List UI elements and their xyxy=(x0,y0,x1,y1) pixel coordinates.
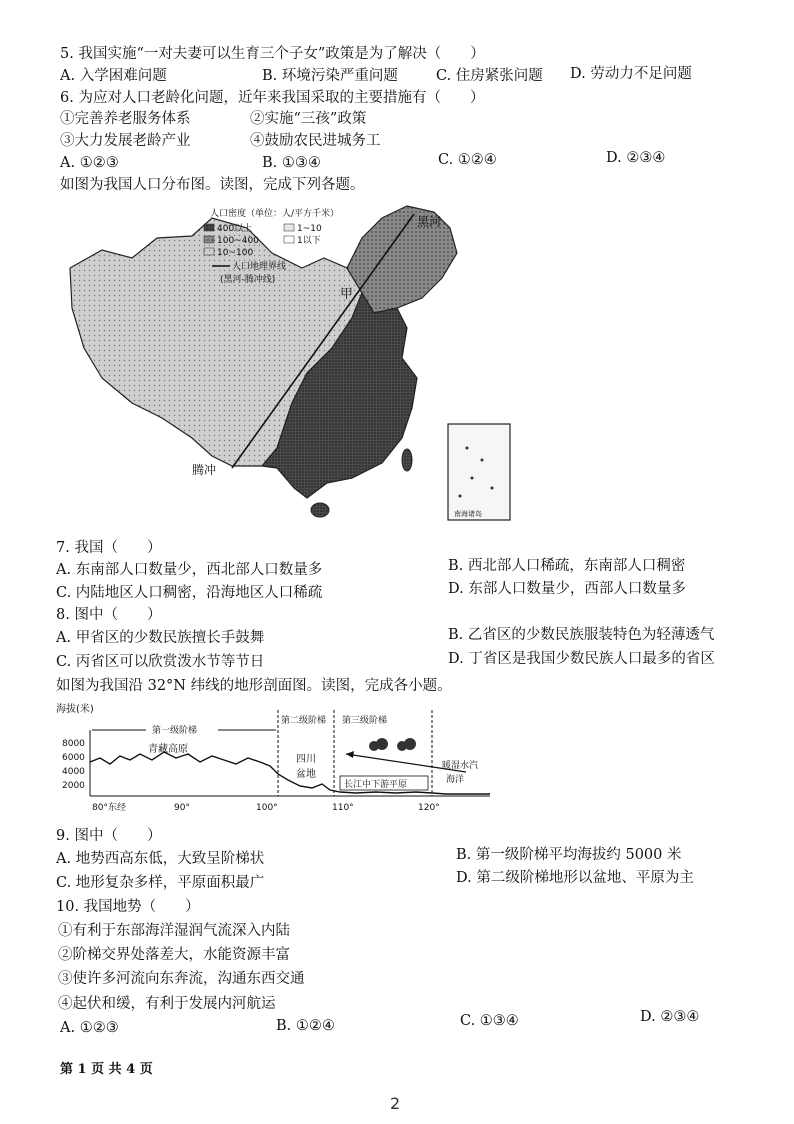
q6-option-c[interactable]: C. ①②④ xyxy=(438,152,497,168)
step2-label: 第二级阶梯 xyxy=(281,716,327,726)
q9-stem: 9. 图中（ ） xyxy=(56,828,162,844)
terrain-profile xyxy=(56,700,496,818)
inset-label: 南海诸岛 xyxy=(454,510,482,518)
q7-option-b[interactable]: B. 西北部人口稀疏，东南部人口稠密 xyxy=(448,558,686,574)
step1-label: 第一级阶梯 xyxy=(152,726,198,736)
q6-stem: 6. 为应对人口老龄化问题，近年来我国采取的主要措施有（ ） xyxy=(60,90,485,106)
q10-item-4: ④起伏和缓，有利于发展内河航运 xyxy=(58,996,276,1012)
q8-option-c[interactable]: C. 丙省区可以欣赏泼水节等节日 xyxy=(56,654,265,670)
basin-label-2: 盆地 xyxy=(296,769,316,780)
q9-option-a[interactable]: A. 地势西高东低，大致呈阶梯状 xyxy=(56,851,265,867)
q7-option-a[interactable]: A. 东南部人口数量少，西北部人口数量多 xyxy=(56,562,323,578)
q5-option-d[interactable]: D. 劳动力不足问题 xyxy=(570,66,692,82)
legend-item-3: 10~100 xyxy=(217,248,254,258)
q10-option-c[interactable]: C. ①③④ xyxy=(460,1013,519,1029)
legend-title: 人口密度（单位：人/平方千米） xyxy=(210,209,340,219)
plateau-label: 青藏高原 xyxy=(148,744,188,755)
profile-ylabel: 海拔(米) xyxy=(56,704,94,715)
q6-option-d[interactable]: D. ②③④ xyxy=(606,150,666,166)
q6-item-3: ③大力发展老龄产业 xyxy=(60,133,191,149)
q9-option-d[interactable]: D. 第二级阶梯地形以盆地、平原为主 xyxy=(456,870,694,886)
step3-label: 第三级阶梯 xyxy=(342,716,388,726)
map-hainan xyxy=(311,503,329,517)
cloud-icon xyxy=(369,738,416,751)
map-intro: 如图为我国人口分布图。读图，完成下列各题。 xyxy=(60,177,365,193)
legend-item-4: 1~10 xyxy=(297,224,322,234)
q10-item-3: ③使许多河流向东奔流，沟通东西交通 xyxy=(58,971,305,987)
q7-stem: 7. 我国（ ） xyxy=(56,540,162,556)
q7-option-c[interactable]: C. 内陆地区人口稠密，沿海地区人口稀疏 xyxy=(56,585,323,601)
xtick-110: 110° xyxy=(332,803,354,813)
label-heihe: 黑河 xyxy=(417,215,442,229)
population-map-svg xyxy=(62,198,522,530)
q9-option-b[interactable]: B. 第一级阶梯平均海拔约 5000 米 xyxy=(456,847,682,863)
plain-label: 长江中下游平原 xyxy=(344,780,408,790)
terrain-line xyxy=(90,752,490,794)
q6-option-a[interactable]: A. ①②③ xyxy=(60,155,119,171)
q9-option-c[interactable]: C. 地形复杂多样，平原面积最广 xyxy=(56,875,265,891)
q5-stem: 5. 我国实施“一对夫妻可以生育三个子女”政策是为了解决（ ） xyxy=(60,46,485,62)
legend-item-1: 400以上 xyxy=(217,224,253,234)
q10-option-d[interactable]: D. ②③④ xyxy=(640,1009,700,1025)
legend-line-label: 人口地理界线 xyxy=(232,262,287,272)
profile-intro: 如图为我国沿 32°N 纬线的地形剖面图。读图，完成各小题。 xyxy=(56,678,452,694)
q6-item-2: ②实施“三孩”政策 xyxy=(250,111,367,127)
q5-option-c[interactable]: C. 住房紧张问题 xyxy=(436,68,543,84)
vapor-label: 暖湿水汽 xyxy=(442,761,479,771)
q8-stem: 8. 图中（ ） xyxy=(56,607,162,623)
basin-label-1: 四川 xyxy=(296,754,316,765)
ytick-2000: 2000 xyxy=(62,781,85,791)
map-taiwan xyxy=(402,449,412,471)
q8-option-d[interactable]: D. 丁省区是我国少数民族人口最多的省区 xyxy=(448,651,715,667)
xtick-90: 90° xyxy=(174,803,190,813)
xtick-80: 80°东经 xyxy=(92,803,126,813)
xtick-100: 100° xyxy=(256,803,278,813)
population-map xyxy=(62,198,522,530)
legend-item-5: 1以下 xyxy=(297,236,321,246)
q6-option-b[interactable]: B. ①③④ xyxy=(262,155,321,171)
q8-option-b[interactable]: B. 乙省区的少数民族服装特色为轻薄透气 xyxy=(448,627,715,643)
q5-option-b[interactable]: B. 环境污染严重问题 xyxy=(262,68,398,84)
label-jia: 甲 xyxy=(340,287,354,302)
label-tengchong: 腾冲 xyxy=(192,463,217,477)
q10-option-a[interactable]: A. ①②③ xyxy=(60,1020,119,1036)
legend-line-sub: (黑河-腾冲线) xyxy=(220,275,276,285)
ytick-6000: 6000 xyxy=(62,753,85,763)
ocean-label: 海洋 xyxy=(446,775,465,785)
q8-option-a[interactable]: A. 甲省区的少数民族擅长手鼓舞 xyxy=(56,630,265,646)
ytick-8000: 8000 xyxy=(62,739,85,749)
legend-item-2: 100~400 xyxy=(217,236,259,246)
q10-item-2: ②阶梯交界处落差大，水能资源丰富 xyxy=(58,947,290,963)
south-china-sea-inset xyxy=(448,424,510,520)
q6-item-4: ④鼓励农民进城务工 xyxy=(250,133,381,149)
page-footer: 第 1 页 共 4 页 xyxy=(60,1062,153,1077)
q10-option-b[interactable]: B. ①②④ xyxy=(276,1018,335,1034)
ytick-4000: 4000 xyxy=(62,767,85,777)
q10-stem: 10. 我国地势（ ） xyxy=(56,899,200,915)
q6-item-1: ①完善养老服务体系 xyxy=(60,111,191,127)
xtick-120: 120° xyxy=(418,803,440,813)
page-number: 2 xyxy=(390,1094,401,1113)
q10-item-1: ①有利于东部海洋湿润气流深入内陆 xyxy=(58,923,290,939)
q7-option-d[interactable]: D. 东部人口数量少，西部人口数量多 xyxy=(448,581,686,597)
q5-option-a[interactable]: A. 入学困难问题 xyxy=(60,68,167,84)
terrain-profile-svg xyxy=(56,700,496,818)
